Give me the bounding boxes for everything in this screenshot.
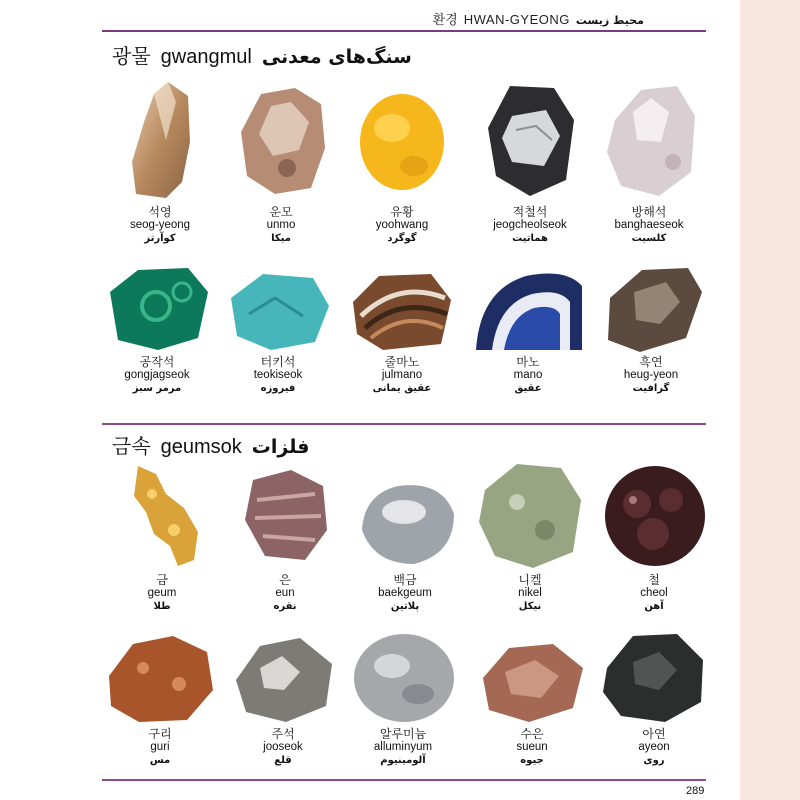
item-romanized: cheol — [640, 587, 668, 599]
item-persian: مرمر سبز — [132, 383, 182, 394]
item-persian: هماتیت — [512, 233, 548, 244]
agate-icon — [470, 262, 586, 354]
item-romanized: seog-yeong — [129, 219, 191, 231]
header-persian: محیط زیست — [575, 14, 644, 27]
mica-icon — [231, 76, 331, 204]
iron-icon — [599, 460, 709, 572]
item-iron — [594, 460, 714, 614]
item-persian: طلا — [153, 601, 171, 612]
item-persian: عقیق — [514, 383, 542, 394]
item-korean: 구리 — [148, 727, 172, 741]
item-persian: مس — [149, 755, 171, 766]
item-korean: 알루미늄 — [379, 727, 427, 741]
page-edge-tint — [740, 0, 800, 800]
section-title-minerals — [112, 40, 412, 69]
item-romanized: unmo — [266, 219, 296, 231]
item-romanized: geum — [147, 587, 177, 599]
hematite-icon — [480, 76, 580, 204]
item-platinum — [345, 460, 465, 614]
aluminium-icon — [346, 628, 460, 726]
item-korean: 흑연 — [639, 355, 663, 369]
item-persian: قلع — [274, 755, 292, 766]
item-romanized: gongjagseok — [124, 369, 190, 381]
item-korean: 은 — [279, 573, 291, 587]
platinum-icon — [350, 460, 460, 572]
item-copper — [100, 628, 220, 768]
header-rule — [102, 30, 706, 32]
header-korean: 환경 — [432, 13, 458, 28]
item-persian: میکا — [271, 233, 291, 244]
section-romanized: gwangmul — [160, 46, 252, 68]
item-persian: فیروزه — [260, 383, 296, 394]
item-korean: 공작석 — [139, 355, 175, 369]
item-korean: 백금 — [393, 573, 417, 587]
item-nickel — [470, 460, 590, 614]
section-title-metals — [112, 430, 309, 459]
item-silver — [225, 460, 345, 614]
zinc-icon — [597, 628, 711, 726]
running-header — [433, 9, 644, 28]
item-quartz — [100, 76, 220, 246]
section-persian: سنگ‌های معدنی — [261, 46, 412, 68]
item-romanized: mano — [513, 369, 543, 381]
item-zinc — [594, 628, 714, 768]
malachite-icon — [102, 262, 212, 354]
gold-icon — [112, 460, 212, 572]
item-persian: روی — [643, 755, 665, 766]
item-persian: آهن — [644, 601, 664, 612]
item-romanized: alluminyum — [373, 741, 433, 753]
mercury-icon — [475, 628, 589, 726]
item-romanized: teokiseok — [253, 369, 303, 381]
item-aluminium — [343, 628, 463, 768]
item-persian: عقیق یمانی — [372, 383, 432, 394]
item-romanized: jeogcheolseok — [493, 219, 567, 231]
turquoise-icon — [223, 262, 333, 354]
sulfur-icon — [352, 76, 452, 204]
item-mica — [221, 76, 341, 246]
section-divider — [102, 423, 706, 425]
item-korean: 마노 — [516, 355, 540, 369]
item-persian: گرافیت — [632, 383, 670, 394]
item-korean: 운모 — [269, 205, 293, 219]
item-persian: گوگرد — [387, 233, 417, 244]
item-romanized: nikel — [518, 587, 542, 599]
item-romanized: eun — [275, 587, 295, 599]
item-romanized: baekgeum — [378, 587, 432, 599]
nickel-icon — [475, 460, 585, 572]
item-romanized: banghaeseok — [614, 219, 684, 231]
item-korean: 철 — [648, 573, 660, 587]
item-romanized: sueun — [516, 741, 548, 753]
item-korean: 유황 — [390, 205, 414, 219]
item-agate — [468, 262, 588, 396]
item-korean: 석영 — [148, 205, 172, 219]
item-korean: 수은 — [520, 727, 544, 741]
quartz-icon — [110, 76, 210, 204]
silver-icon — [235, 460, 335, 572]
section-korean: 금속 — [112, 434, 151, 458]
item-korean: 아연 — [642, 727, 666, 741]
item-korean: 금 — [156, 573, 168, 587]
item-korean: 니켈 — [518, 573, 542, 587]
item-persian: آلومینیوم — [380, 755, 426, 766]
item-korean: 줄마노 — [384, 355, 420, 369]
item-korean: 적철석 — [512, 205, 548, 219]
item-romanized: julmano — [381, 369, 423, 381]
section-korean: 광물 — [112, 44, 151, 68]
item-persian: نقره — [273, 601, 297, 612]
section-persian: فلزات — [251, 436, 310, 458]
item-persian: نیکل — [518, 601, 542, 612]
tin-icon — [226, 628, 340, 726]
item-hematite — [470, 76, 590, 246]
item-persian: پلاتین — [390, 601, 420, 612]
onyx-icon — [347, 262, 457, 354]
item-romanized: guri — [150, 741, 170, 753]
item-calcite — [589, 76, 709, 246]
item-turquoise — [218, 262, 338, 396]
item-gold — [102, 460, 222, 614]
item-korean: 주석 — [271, 727, 295, 741]
item-sulfur — [342, 76, 462, 246]
item-tin — [223, 628, 343, 768]
item-romanized: heug-yeon — [623, 369, 679, 381]
item-korean: 방해석 — [631, 205, 667, 219]
item-onyx — [342, 262, 462, 396]
item-persian: کوآرتز — [144, 233, 176, 244]
header-romanized: HWAN-GYEONG — [463, 12, 570, 27]
item-persian: کلسیت — [631, 233, 667, 244]
page-number: 289 — [686, 785, 705, 797]
calcite-icon — [599, 76, 699, 204]
footer-rule — [102, 779, 706, 781]
section-romanized: geumsok — [160, 436, 242, 458]
item-mercury — [472, 628, 592, 768]
item-romanized: ayeon — [638, 741, 670, 753]
item-malachite — [97, 262, 217, 396]
item-romanized: jooseok — [263, 741, 303, 753]
item-persian: جیوه — [520, 755, 544, 766]
item-korean: 터키석 — [260, 355, 296, 369]
item-romanized: yoohwang — [375, 219, 429, 231]
item-graphite — [591, 262, 711, 396]
copper-icon — [103, 628, 217, 726]
graphite-icon — [596, 262, 706, 354]
